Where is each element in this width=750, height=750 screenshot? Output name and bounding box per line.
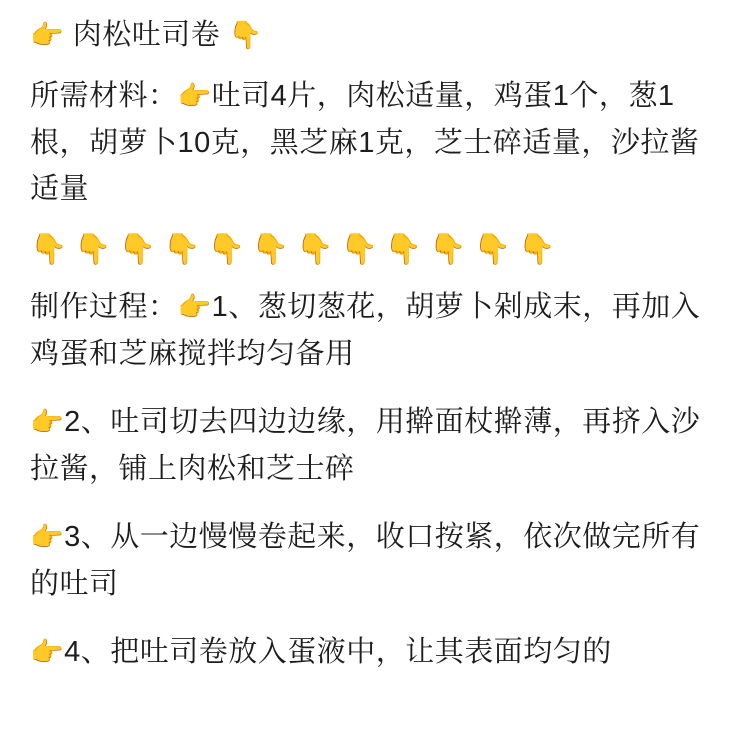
page-title-text: 肉松吐司卷 (72, 19, 221, 51)
step-3-text: 3、从一边慢慢卷起来，收口按紧，依次做完所有的吐司 (30, 521, 701, 600)
pointing-right-icon: 👉 (177, 81, 212, 112)
pointing-down-icon: 👇 (296, 232, 341, 267)
pointing-down-icon: 👇 (517, 232, 563, 267)
pointing-down-icon: 👇 (429, 232, 474, 267)
step-4-text: 4、把吐司卷放入蛋液中，让其表面均匀的 (64, 636, 612, 668)
pointing-down-icon: 👇 (340, 232, 385, 267)
step-item-3 (30, 514, 720, 607)
pointing-right-icon: 👉 (30, 20, 65, 51)
ingredients-section (30, 73, 720, 212)
pointing-down-icon: 👇 (251, 232, 297, 267)
step-item-2 (30, 399, 720, 492)
pointing-right-icon: 👉 (30, 637, 65, 668)
pointing-right-icon: 👉 (30, 522, 65, 553)
pointing-down-icon: 👇 (163, 232, 208, 267)
page-title (30, 12, 720, 59)
ingredients-text: 吐司4片，肉松适量，鸡蛋1个，葱1根，胡萝卜10克，黑芝麻1克，芝士碎适量，沙拉酱适量 (30, 80, 700, 205)
pointing-right-icon: 👉 (177, 292, 212, 323)
pointing-down-icon: 👇 (74, 232, 119, 267)
pointing-right-icon: 👉 (30, 407, 65, 438)
pointing-down-icon: 👇 (384, 232, 430, 267)
pointing-down-icon: 👇 (30, 232, 75, 267)
steps-heading (30, 284, 720, 377)
pointing-down-icon: 👇 (228, 20, 263, 51)
pointing-down-icon: 👇 (473, 232, 518, 267)
step-2-text: 2、吐司切去四边边缘，用擀面杖擀薄，再挤入沙拉酱，铺上肉松和芝士碎 (30, 406, 701, 485)
step-1-text: 1、葱切葱花，胡萝卜剁成末，再加入鸡蛋和芝麻搅拌均匀备用 (30, 291, 701, 370)
steps-heading-label: 制作过程： (30, 291, 178, 323)
pointing-down-icon: 👇 (207, 232, 252, 267)
pointing-down-icon: 👇 (118, 232, 164, 267)
step-item-4 (30, 629, 720, 676)
ingredients-label: 所需材料： (30, 80, 178, 112)
divider-hands (30, 222, 720, 278)
